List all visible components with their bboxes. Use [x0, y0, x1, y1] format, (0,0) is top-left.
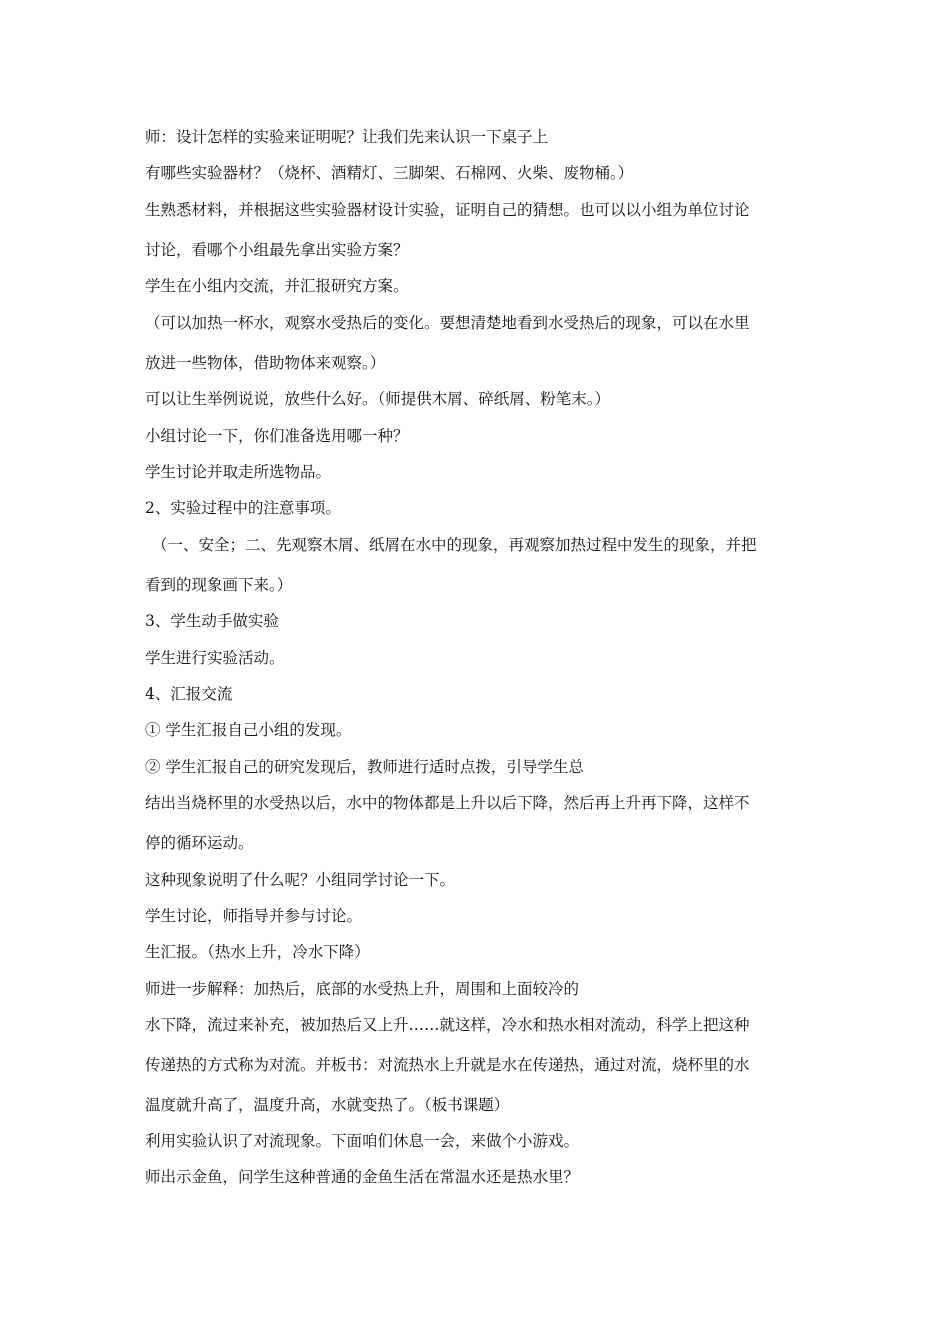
text-line: 4、汇报交流 [145, 685, 233, 703]
text-line: 有哪些实验器材？（烧杯、酒精灯、三脚架、石棉网、火柴、废物桶。） [145, 164, 634, 182]
text-line: 师出示金鱼，问学生这种普通的金鱼生活在常温水还是热水里？ [145, 1168, 580, 1186]
text-line: 利用实验认识了对流现象。下面咱们休息一会，来做个小游戏。 [145, 1132, 580, 1150]
text-line: （可以加热一杯水，观察水受热后的变化。要想清楚地看到水受热后的现象，可以在水里 [145, 314, 750, 332]
text-line: 师：设计怎样的实验来证明呢？让我们先来认识一下桌子上 [145, 128, 549, 146]
text-line: 传递热的方式称为对流。并板书：对流热水上升就是水在传递热，通过对流，烧杯里的水 [145, 1056, 750, 1074]
text-line: 学生在小组内交流，并汇报研究方案。 [145, 277, 409, 295]
text-line: ② 学生汇报自己的研究发现后，教师进行适时点拨，引导学生总 [145, 758, 584, 776]
text-line: （一、安全；二、先观察木屑、纸屑在水中的现象，再观察加热过程中发生的现象，并把 [152, 536, 757, 554]
text-line: 3、学生动手做实验 [145, 612, 279, 630]
text-line: 学生讨论，师指导并参与讨论。 [145, 907, 363, 925]
text-line: 温度就升高了，温度升高，水就变热了。（板书课题） [145, 1096, 510, 1114]
text-line: 学生进行实验活动。 [145, 649, 285, 667]
text-line: ① 学生汇报自己小组的发现。 [145, 721, 352, 739]
text-line: 可以让生举例说说，放些什么好。（师提供木屑、碎纸屑、粉笔末。） [145, 390, 611, 408]
text-line: 这种现象说明了什么呢？小组同学讨论一下。 [145, 871, 456, 889]
text-line: 生熟悉材料，并根据这些实验器材设计实验，证明自己的猜想。也可以以小组为单位讨论 [145, 201, 750, 219]
text-line: 水下降，流过来补充，被加热后又上升……就这样，冷水和热水相对流动，科学上把这种 [145, 1016, 750, 1034]
text-line: 小组讨论一下，你们准备选用哪一种？ [145, 427, 409, 445]
text-line: 生汇报。（热水上升，冷水下降） [145, 943, 370, 961]
text-line: 学生讨论并取走所选物品。 [145, 463, 332, 481]
text-line: 结出当烧杯里的水受热以后，水中的物体都是上升以后下降，然后再上升再下降，这样不 [145, 794, 750, 812]
text-line: 师进一步解释：加热后，底部的水受热上升，周围和上面较冷的 [145, 980, 580, 998]
text-line: 讨论，看哪个小组最先拿出实验方案？ [145, 241, 409, 259]
text-line: 停的循环运动。 [145, 834, 254, 852]
text-line: 放进一些物体，借助物体来观察。） [145, 354, 386, 372]
text-line: 2、实验过程中的注意事项。 [145, 499, 341, 517]
text-line: 看到的现象画下来。） [145, 576, 293, 594]
